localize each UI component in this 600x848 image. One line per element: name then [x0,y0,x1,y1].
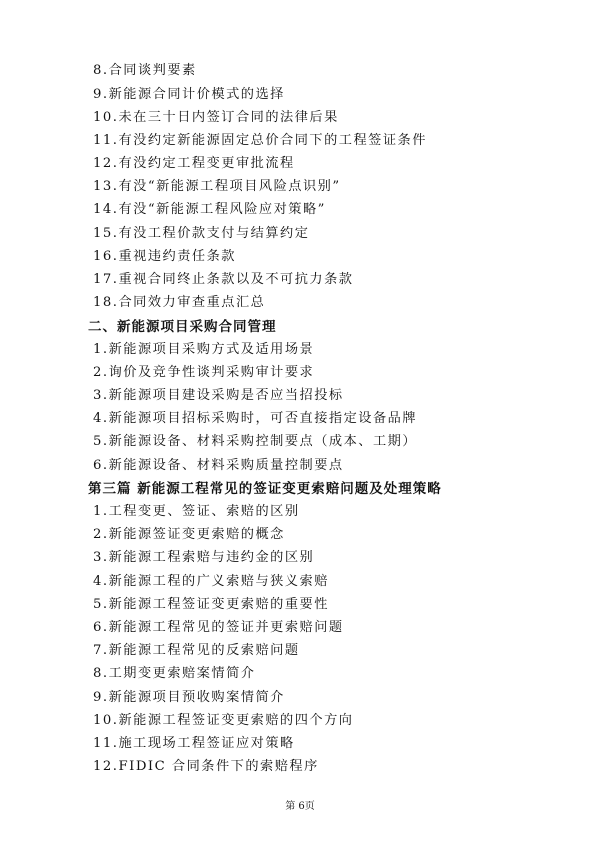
list-item: 10.新能源工程签证变更索赔的四个方向 [93,713,354,728]
list-item: 13.有没“新能源工程项目风险点识别” [93,179,341,194]
list-item: 17.重视合同终止条款以及不可抗力条款 [93,272,354,287]
list-item: 7.新能源工程常见的反索赔问题 [93,643,300,658]
list-item: 18.合同效力审查重点汇总 [93,295,266,310]
list-item: 4.新能源工程的广义索赔与狭义索赔 [93,574,329,589]
list-item: 6.新能源设备、材料采购质量控制要点 [93,458,344,473]
list-item: 2.新能源签证变更索赔的概念 [93,527,285,542]
list-item: 5.新能源工程签证变更索赔的重要性 [93,597,329,612]
list-item: 10.未在三十日内签订合同的法律后果 [93,110,339,125]
list-item: 14.有没“新能源工程风险应对策略” [93,202,326,217]
list-item: 6.新能源工程常见的签证并更索赔问题 [93,620,344,635]
list-item: 16.重视违约责任条款 [93,249,236,264]
part-heading: 第三篇 新能源工程常见的签证变更索赔问题及处理策略 [88,481,442,497]
section-heading: 二、新能源项目采购合同管理 [88,319,277,335]
list-item: 11.有没约定新能源固定总价合同下的工程签证条件 [93,133,427,148]
list-item: 12.有没约定工程变更审批流程 [93,156,295,171]
list-item: 12.FIDIC 合同条件下的索赔程序 [93,759,319,774]
list-item: 2.询价及竞争性谈判采购审计要求 [93,365,315,380]
list-item: 5.新能源设备、材料采购控制要点（成本、工期） [93,434,418,449]
list-item: 1.新能源项目采购方式及适用场景 [93,342,315,357]
list-item: 3.新能源工程索赔与违约金的区别 [93,550,315,565]
page-number: 第 6页 [285,801,315,812]
list-item: 8.合同谈判要素 [93,63,197,78]
list-item: 4.新能源项目招标采购时，可否直接指定设备品牌 [93,411,418,426]
list-item: 3.新能源项目建设采购是否应当招投标 [93,388,344,403]
list-item: 15.有没工程价款支付与结算约定 [93,226,310,241]
list-item: 8.工期变更索赔案情简介 [93,666,256,681]
list-item: 9.新能源合同计价模式的选择 [93,87,285,102]
list-item: 1.工程变更、签证、索赔的区别 [93,504,300,519]
list-item: 9.新能源项目预收购案情简介 [93,690,285,705]
list-item: 11.施工现场工程签证应对策略 [93,736,295,751]
